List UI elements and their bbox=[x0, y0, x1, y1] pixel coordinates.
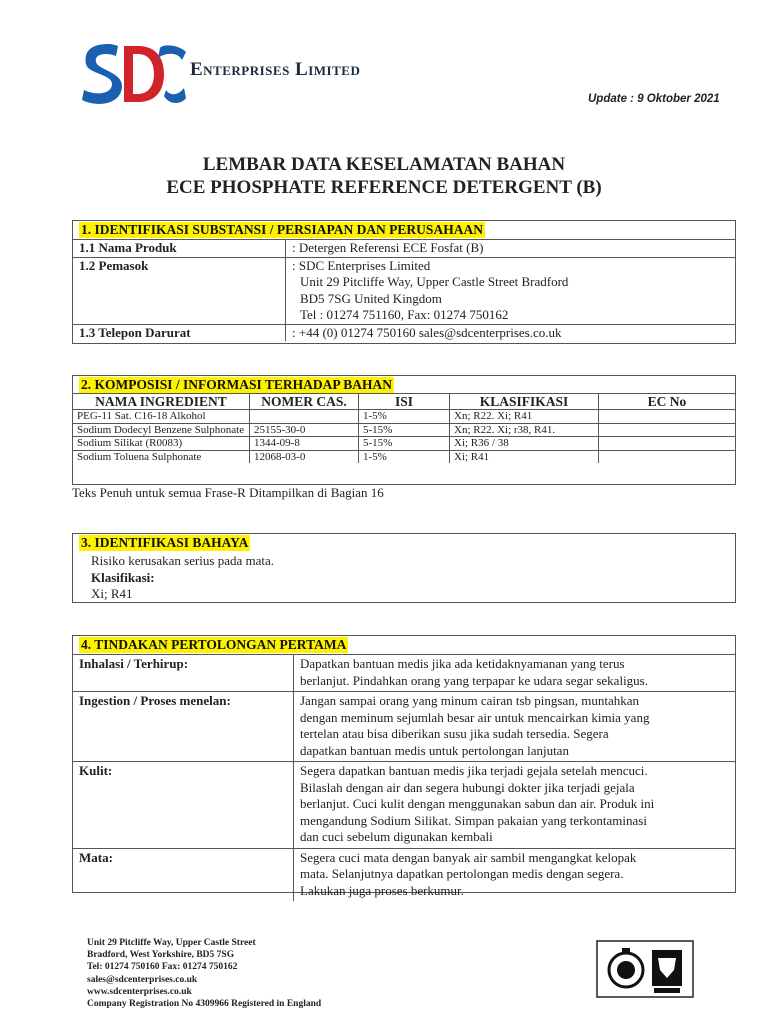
section-2-box bbox=[72, 375, 736, 485]
row-value bbox=[294, 762, 736, 849]
table-row bbox=[73, 324, 735, 341]
value-line: Tel : 01274 751160, Fax: 01274 750162 bbox=[300, 307, 509, 322]
classification-value: Xi; R41 bbox=[91, 586, 133, 601]
table-cell bbox=[599, 450, 736, 463]
column-header: NAMA INGREDIENT bbox=[73, 394, 250, 410]
table-cell: Sodium Dodecyl Benzene Sulphonate bbox=[73, 423, 250, 437]
column-header: EC No bbox=[599, 394, 736, 410]
section-2-heading: 2. KOMPOSISI / INFORMASI TERHADAP BAHAN bbox=[81, 377, 393, 392]
footer-line: Unit 29 Pitcliffe Way, Upper Castle Street bbox=[87, 938, 256, 948]
row-key: Kulit: bbox=[73, 762, 294, 849]
table-row bbox=[73, 762, 735, 849]
hazard-body bbox=[91, 553, 274, 603]
value-line: dan cuci sebelum digunakan kembali bbox=[300, 829, 493, 844]
table-cell bbox=[599, 437, 736, 451]
table-cell: 5-15% bbox=[359, 437, 450, 451]
value-line: Bilaslah dengan air dan segera hubungi dokter jika terjadi gejala bbox=[300, 779, 635, 795]
certification-mark bbox=[596, 940, 694, 998]
company-name: Enterprises Limited bbox=[190, 59, 361, 80]
row-key: 1.3 Telepon Darurat bbox=[73, 324, 286, 341]
row-value bbox=[286, 257, 736, 324]
document-subtitle: ECE PHOSPHATE REFERENCE DETERGENT (B) bbox=[166, 177, 602, 198]
value-line: dengan meminum sejumlah besar air untuk mencairkan kimia yang bbox=[300, 709, 650, 725]
value-line: : Detergen Referensi ECE Fosfat (B) bbox=[292, 240, 484, 255]
composition-table bbox=[73, 393, 735, 463]
value-line: dapatkan bantuan medis untuk pertolongan lanjutan bbox=[300, 742, 569, 758]
section-4-box bbox=[72, 635, 736, 898]
company-logo bbox=[78, 38, 188, 110]
footer-line: Company Registration No 4309966 Registered in England bbox=[87, 999, 322, 1010]
table-cell: PEG-11 Sat. C16-18 Alkohol bbox=[73, 410, 250, 424]
table-row bbox=[73, 240, 735, 258]
value-line: mengandung Sodium Silikat. Simpan pakaian yang terkontaminasi bbox=[300, 812, 647, 828]
table-cell: Xn; R22. Xi; R41 bbox=[450, 410, 599, 424]
classification-label: Klasifikasi: bbox=[91, 569, 155, 585]
row-value bbox=[286, 240, 736, 258]
first-aid-table bbox=[73, 654, 735, 901]
table-row bbox=[73, 450, 735, 463]
row-value bbox=[294, 655, 736, 692]
table-cell: Sodium Silikat (R0083) bbox=[73, 437, 250, 451]
table-cell: Xn; R22. Xi; r38, R41. bbox=[450, 423, 599, 437]
value-line: tertelan atau bisa diberikan susu jika sudah tersedia. Segera bbox=[300, 726, 609, 741]
bsi-ukas-icon bbox=[596, 940, 694, 998]
hazard-risk-text: Risiko kerusakan serius pada mata. bbox=[91, 553, 275, 568]
table-row bbox=[73, 655, 735, 692]
section-3-heading: 3. IDENTIFIKASI BAHAYA bbox=[81, 535, 249, 550]
section-1-box bbox=[72, 220, 736, 344]
table-cell bbox=[250, 410, 359, 424]
table-row bbox=[73, 410, 735, 424]
table-header-row bbox=[73, 394, 735, 410]
update-date: Update : 9 Oktober 2021 bbox=[588, 93, 720, 105]
table-cell: 25155-30-0 bbox=[250, 423, 359, 437]
r-phrase-note: Teks Penuh untuk semua Frase-R Ditampilkan di Bagian 16 bbox=[72, 485, 384, 500]
table-cell bbox=[599, 423, 736, 437]
value-line: BD5 7SG United Kingdom bbox=[300, 290, 442, 306]
footer-line: sales@sdcenterprises.co.uk bbox=[87, 974, 198, 985]
table-row bbox=[73, 423, 735, 437]
section-1-heading: 1. IDENTIFIKASI SUBSTANSI / PERSIAPAN DAN PERUSAHAAN bbox=[81, 222, 483, 237]
table-cell: Sodium Toluena Sulphonate bbox=[73, 450, 250, 463]
value-line: Segera cuci mata dengan banyak air sambil mengangkat kelopak bbox=[300, 849, 637, 865]
table-cell: 1-5% bbox=[359, 410, 450, 424]
table-cell: Xi; R36 / 38 bbox=[450, 437, 599, 451]
row-value bbox=[286, 324, 736, 341]
table-cell: Xi; R41 bbox=[450, 450, 599, 463]
row-key: 1.1 Nama Produk bbox=[73, 240, 286, 258]
column-header: ISI bbox=[359, 394, 450, 410]
footer-address bbox=[87, 937, 321, 1010]
value-line: berlanjut. Cuci kulit dengan menggunakan sabun dan air. Produk ini bbox=[300, 796, 655, 811]
table-cell: 1-5% bbox=[359, 450, 450, 463]
value-line: Dapatkan bantuan medis jika ada ketidaknyamanan yang terus bbox=[300, 656, 625, 671]
row-value bbox=[294, 848, 736, 901]
footer-line: www.sdcenterprises.co.uk bbox=[87, 986, 192, 997]
table-cell: 12068-03-0 bbox=[250, 450, 359, 463]
value-line: mata. Selanjutnya dapatkan pertolongan medis dengan segera. bbox=[300, 866, 624, 881]
table-cell bbox=[599, 410, 736, 424]
value-line: Segera dapatkan bantuan medis jika terjadi gejala setelah mencuci. bbox=[300, 763, 648, 778]
table-row bbox=[73, 692, 735, 762]
value-line: Jangan sampai orang yang minum cairan tsb pingsan, muntahkan bbox=[300, 693, 640, 708]
section-3-box bbox=[72, 533, 736, 603]
table-cell: 5-15% bbox=[359, 423, 450, 437]
column-header: KLASIFIKASI bbox=[450, 394, 599, 410]
row-key: Ingestion / Proses menelan: bbox=[73, 692, 294, 762]
identification-table bbox=[73, 239, 735, 341]
table-cell: 1344-09-8 bbox=[250, 437, 359, 451]
footer-line: Bradford, West Yorkshire, BD5 7SG bbox=[87, 950, 235, 961]
value-line: berlanjut. Pindahkan orang yang terpapar ke udara segar sekaligus. bbox=[300, 672, 648, 688]
table-row bbox=[73, 848, 735, 901]
column-header: NOMER CAS. bbox=[250, 394, 359, 410]
row-key: Inhalasi / Terhirup: bbox=[73, 655, 294, 692]
value-line: : +44 (0) 01274 750160 sales@sdcenterprises.co.uk bbox=[292, 324, 562, 340]
table-row bbox=[73, 257, 735, 324]
value-line: Unit 29 Pitcliffe Way, Upper Castle Street Bradford bbox=[300, 274, 569, 289]
section-4-heading: 4. TINDAKAN PERTOLONGAN PERTAMA bbox=[81, 637, 347, 652]
document-title: LEMBAR DATA KESELAMATAN BAHAN bbox=[202, 154, 566, 175]
sdc-logo-mark bbox=[78, 38, 188, 110]
value-line: Lakukan juga proses berkumur. bbox=[300, 882, 464, 898]
footer-line: Tel: 01274 750160 Fax: 01274 750162 bbox=[87, 962, 238, 973]
row-key: 1.2 Pemasok bbox=[73, 257, 286, 324]
row-key: Mata: bbox=[73, 848, 294, 901]
row-value bbox=[294, 692, 736, 762]
table-row bbox=[73, 437, 735, 451]
value-line: : SDC Enterprises Limited bbox=[292, 257, 431, 273]
